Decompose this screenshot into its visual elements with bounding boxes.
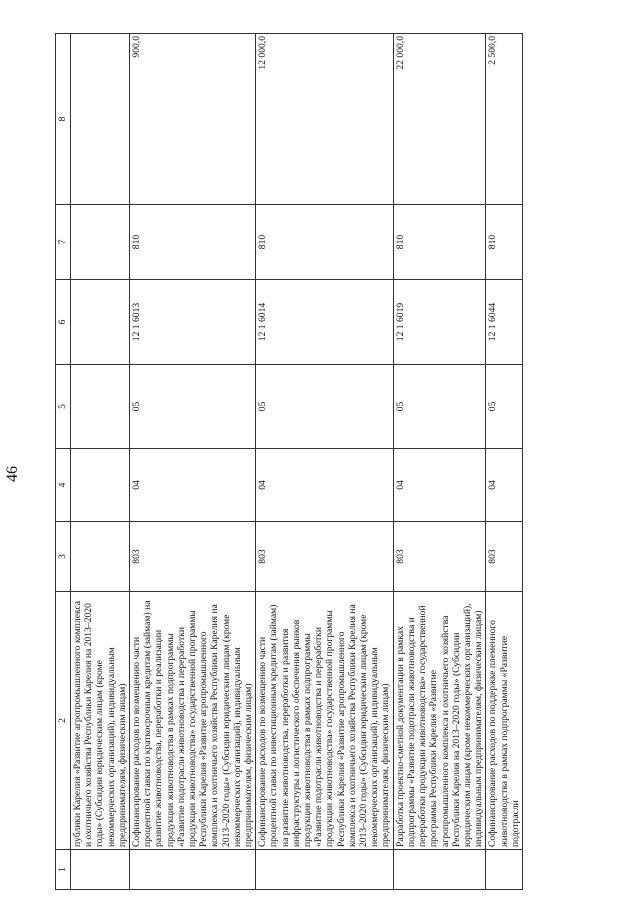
expense-type-cell: 810: [256, 205, 393, 280]
amount-cell: 12 000,0: [256, 34, 393, 205]
expense-type-cell: [71, 205, 130, 280]
section-code-cell: 04: [256, 449, 393, 522]
expense-type-cell: 810: [130, 205, 256, 280]
target-article-cell: 12 1 6013: [130, 280, 256, 365]
subsection-code-cell: 05: [393, 365, 486, 449]
description-cell: Софинансирование расходов по поддержке племенного животноводства в рамках подпрограммы «Развитие подотрасли: [486, 592, 523, 850]
section-code-cell: 04: [393, 449, 486, 522]
target-article-cell: 12 1 6014: [256, 280, 393, 365]
column-header: 7: [56, 205, 71, 280]
amount-cell: 22 000,0: [393, 34, 486, 205]
rotated-page-content: [55, 34, 603, 890]
description-cell: Разработка проектно-сметной документации в рамках подпрограммы «Развитие подотрасли животноводства и переработки продукции животноводства» государственной программы Республики Карелия «Развитие агропромышленного комплекса и охотничьего хозяйства Республики Карелия на 2013–2020 годы» (Субсидии юридическим лицам (кроме некоммерческих организаций), индивидуальным предпринимателям, физическим лицам): [393, 592, 486, 850]
row-number-cell: [130, 850, 256, 890]
column-header: 3: [56, 522, 71, 592]
section-code-cell: [71, 449, 130, 522]
amount-cell: 900,0: [130, 34, 256, 205]
table-row: [486, 34, 523, 890]
section-code-cell: 04: [130, 449, 256, 522]
amount-cell: [71, 34, 130, 205]
column-header: 4: [56, 449, 71, 522]
expense-type-cell: 810: [486, 205, 523, 280]
subsection-code-cell: 05: [256, 365, 393, 449]
column-header: 2: [56, 592, 71, 850]
subsection-code-cell: 05: [130, 365, 256, 449]
budget-table: [55, 33, 523, 890]
row-number-cell: [256, 850, 393, 890]
ministry-code-cell: 803: [486, 522, 523, 592]
row-number-cell: [71, 850, 130, 890]
table-row: [130, 34, 256, 890]
section-code-cell: 04: [486, 449, 523, 522]
subsection-code-cell: [71, 365, 130, 449]
table-header-row: [56, 34, 71, 890]
ministry-code-cell: [71, 522, 130, 592]
page-number: 46: [4, 466, 21, 482]
ministry-code-cell: 803: [393, 522, 486, 592]
subsection-code-cell: 05: [486, 365, 523, 449]
target-article-cell: 12 1 6019: [393, 280, 486, 365]
column-header: 6: [56, 280, 71, 365]
description-cell: Софинансирование расходов по возмещению части процентной ставки по инвестиционным кредитам (займам) на развитие животноводства, переработки и развития инфраструктуры и логистического обеспечения рынков продукции животноводства в рамках подпрограммы «Развитие подотрасли животноводства и переработки продукции животноводства» государственной программы Республики Карелия «Развитие агропромышленного комплекса и охотничьего хозяйства Республики Карелия на 2013–2020 годы» (Субсидии юридическим лицам (кроме некоммерческих организаций), индивидуальным предпринимателям, физическим лицам): [256, 592, 393, 850]
column-header: 8: [56, 34, 71, 205]
row-number-cell: [486, 850, 523, 890]
description-cell: Софинансирование расходов по возмещению части процентной ставки по краткосрочным кредитам (займам) на развитие животноводства, переработки и реализации продукции животноводства в рамках подпрограммы «Развитие подотрасли животноводства и переработки продукции животноводства» государственной программы Республики Карелия «Развитие агропромышленного комплекса и охотничьего хозяйства Республики Карелия на 2013–2020 годы» (Субсидии юридическим лицам (кроме некоммерческих организаций), индивидуальным предпринимателям, физическим лицам): [130, 592, 256, 850]
table-row: [393, 34, 486, 890]
column-header: 1: [56, 850, 71, 890]
target-article-cell: [71, 280, 130, 365]
target-article-cell: 12 1 6044: [486, 280, 523, 365]
amount-cell: 2 500,0: [486, 34, 523, 205]
row-number-cell: [393, 850, 486, 890]
expense-type-cell: 810: [393, 205, 486, 280]
table-row: [256, 34, 393, 890]
column-header: 5: [56, 365, 71, 449]
description-cell: публики Карелия «Развитие агропромышленного комплекса и охотничьего хозяйства Республики Карелия на 2013–2020 годы» (Субсидии юридическим лицам (кроме некоммерческих организаций), индивидуальным предпринимателям, физическим лицам): [71, 592, 130, 850]
ministry-code-cell: 803: [256, 522, 393, 592]
table-row: [71, 34, 130, 890]
ministry-code-cell: 803: [130, 522, 256, 592]
